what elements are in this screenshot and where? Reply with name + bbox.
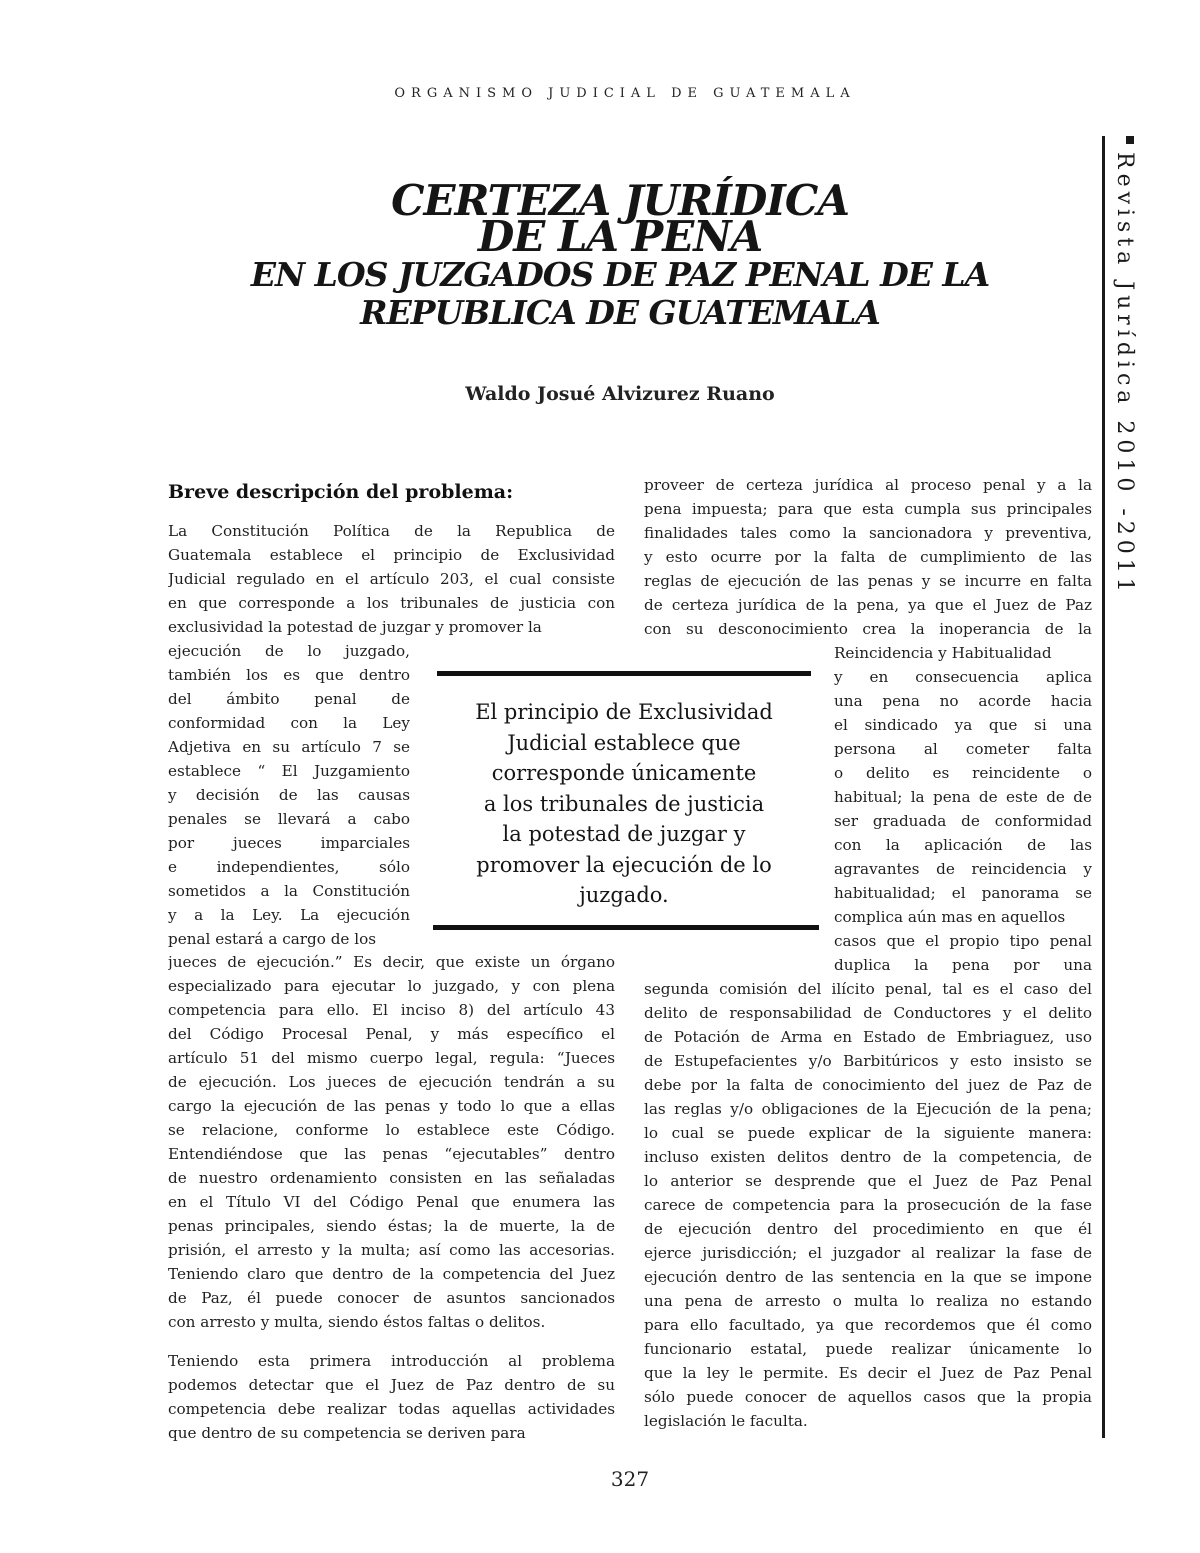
title-line-2: DE LA PENA (477, 212, 763, 261)
text-line: el sindicado ya que si una (834, 716, 1092, 734)
text-line: sólo puede conocer de aquellos casos que la propia (644, 1388, 1092, 1406)
text-line: legislación le faculta. (644, 1412, 808, 1430)
text-line: prisión, el arresto y la multa; así como las accesorias. (168, 1241, 615, 1259)
text-line: con la aplicación de las (834, 836, 1092, 854)
pull-quote-line: El principio de Exclusividad (475, 700, 773, 724)
text-line: para ello facultado, ya que recordemos que él como (644, 1316, 1092, 1334)
text-line: segunda comisión del ilícito penal, tal es el caso del (644, 980, 1092, 998)
text-line: también los es que dentro (168, 666, 410, 684)
text-line: funcionario estatal, puede realizar únicamente lo (644, 1340, 1092, 1358)
text-line: de Potación de Arma en Estado de Embriaguez, uso (644, 1028, 1092, 1046)
text-line: Judicial regulado en el artículo 203, el cual consiste (168, 570, 615, 588)
text-line: de certeza jurídica de la pena, ya que el Juez de Paz (644, 596, 1092, 614)
text-line: de nuestro ordenamiento consisten en las señaladas (168, 1169, 615, 1187)
text-line: podemos detectar que el Juez de Paz dentro de su (168, 1376, 615, 1394)
text-line: una pena no acorde hacia (834, 692, 1092, 710)
text-line: pena impuesta; para que esta cumpla sus principales (644, 500, 1092, 518)
text-line: del Código Procesal Penal, y más específico el (168, 1025, 615, 1043)
text-line: Guatemala establece el principio de Exclusividad (168, 546, 615, 564)
text-line: incluso existen delitos dentro de la competencia, de (644, 1148, 1092, 1166)
side-tab (1112, 136, 1156, 597)
text-line: finalidades tales como la sancionadora y preventiva, (644, 524, 1092, 542)
text-line: jueces de ejecución.” Es decir, que existe un órgano (168, 953, 615, 971)
pull-quote-top-rule (437, 671, 811, 676)
text-line: con arresto y multa, siendo éstos faltas o delitos. (168, 1313, 546, 1331)
article-title (160, 176, 1080, 332)
text-line: que dentro de su competencia se deriven para (168, 1424, 526, 1442)
text-line: ejerce jurisdicción; el juzgador al realizar la fase de (644, 1244, 1092, 1262)
text-line: ejecución de lo juzgado, (168, 642, 410, 660)
text-line: competencia debe realizar todas aquellas actividades (168, 1400, 615, 1418)
text-line: por jueces imparciales (168, 834, 410, 852)
text-line: Teniendo esta primera introducción al problema (168, 1352, 615, 1370)
text-line: La Constitución Política de la Republica de (168, 522, 615, 540)
text-line: habitual; la pena de este de de (834, 788, 1092, 806)
text-line: y en consecuencia aplica (834, 668, 1092, 686)
text-line: en que corresponde a los tribunales de justicia con (168, 594, 615, 612)
text-line: exclusividad la potestad de juzgar y promover la (168, 618, 542, 636)
pull-quote-line: Judicial establece que (507, 730, 741, 755)
text-line: proveer de certeza jurídica al proceso penal y a la (644, 476, 1092, 494)
text-line: persona al cometer falta (834, 740, 1092, 758)
text-line: ejecución dentro de las sentencia en la que se impone (644, 1268, 1092, 1286)
text-line: lo anterior se desprende que el Juez de Paz Penal (644, 1172, 1092, 1190)
text-line: o delito es reincidente o (834, 764, 1092, 782)
text-line: penas principales, siendo éstas; la de muerte, la de (168, 1217, 615, 1235)
text-line: debe por la falta de conocimiento del juez de Paz de (644, 1076, 1092, 1094)
text-line: casos que el propio tipo penal (834, 932, 1092, 950)
running-head: ORGANISMO JUDICIAL DE GUATEMALA (394, 86, 856, 101)
text-line: en el Título VI del Código Penal que enumera las (168, 1193, 615, 1211)
text-line: complica aún mas en aquellos (834, 908, 1066, 926)
text-line: y decisión de las causas (168, 786, 410, 804)
text-line: de Paz, él puede conocer de asuntos sancionados (168, 1289, 615, 1307)
text-line: duplica la pena por una (834, 956, 1092, 974)
text-line: Adjetiva en su artículo 7 se (168, 738, 410, 756)
text-line: Reincidencia y Habitualidad (834, 644, 1052, 662)
text-line: habitualidad; el panorama se (834, 884, 1092, 902)
author-name: Waldo Josué Alvizurez Ruano (465, 383, 775, 405)
text-line: e independientes, sólo (168, 858, 410, 876)
text-line: establece “ El Juzgamiento (168, 762, 410, 780)
text-line: sometidos a la Constitución (168, 882, 410, 900)
pull-quote-line: promover la ejecución de lo (476, 852, 772, 877)
text-line: con su desconocimiento crea la inoperancia de la (644, 620, 1092, 638)
side-rule (1102, 136, 1105, 1438)
pull-quote (444, 697, 804, 911)
text-line: reglas de ejecución de las penas y se incurre en falta (644, 572, 1092, 590)
pull-quote-line: a los tribunales de justicia (483, 791, 765, 816)
title-line-3: EN LOS JUZGADOS DE PAZ PENAL DE LA (250, 255, 990, 294)
text-line: de ejecución. Los jueces de ejecución tendrán a su (168, 1073, 615, 1091)
text-line: especializado para ejecutar lo juzgado, y con plena (168, 977, 615, 995)
text-line: delito de responsabilidad de Conductores y el delito (644, 1004, 1092, 1022)
title-line-4: REPUBLICA DE GUATEMALA (360, 293, 880, 332)
text-line: las reglas y/o obligaciones de la Ejecución de la pena; (644, 1100, 1092, 1118)
page-number: 327 (610, 1467, 650, 1491)
text-line: de ejecución dentro del procedimiento en que él (644, 1220, 1092, 1238)
text-line: Teniendo claro que dentro de la competencia del Juez (168, 1265, 615, 1283)
text-line: y a la Ley. La ejecución (168, 906, 410, 924)
text-line: de Estupefacientes y/o Barbitúricos y esto insisto se (644, 1052, 1092, 1070)
text-line: Entendiéndose que las penas “ejecutables” dentro (168, 1145, 615, 1163)
text-line: competencia para ello. El inciso 8) del artículo 43 (168, 1001, 615, 1019)
text-line: penales se llevará a cabo (168, 810, 410, 828)
text-line: penal estará a cargo de los (168, 930, 377, 948)
text-line: conformidad con la Ley (168, 714, 410, 732)
text-line: del ámbito penal de (168, 690, 410, 708)
pull-quote-bottom-rule (433, 925, 819, 930)
pull-quote-line: corresponde únicamente (491, 761, 757, 785)
text-line: cargo la ejecución de las penas y todo lo que a ellas (168, 1097, 615, 1115)
text-line: carece de competencia para la prosecución de la fase (644, 1196, 1092, 1214)
text-line: que la ley le permite. Es decir el Juez de Paz Penal (644, 1364, 1092, 1382)
side-tab-bullet (1126, 136, 1134, 144)
title-line-1: CERTEZA JURÍDICA (391, 176, 849, 225)
text-line: una pena de arresto o multa lo realiza no estando (644, 1292, 1092, 1310)
text-line: lo cual se puede explicar de la siguiente manera: (644, 1124, 1092, 1142)
side-tab-text: Revista Jurídica 2010 -2011 (1112, 152, 1137, 597)
text-line: artículo 51 del mismo cuerpo legal, regula: “Jueces (168, 1049, 615, 1067)
text-line: ser graduada de conformidad (834, 812, 1092, 830)
pull-quote-line: la potestad de juzgar y (502, 822, 746, 846)
section-heading: Breve descripción del problema: (168, 481, 514, 503)
text-line: agravantes de reincidencia y (834, 860, 1092, 878)
text-line: y esto ocurre por la falta de cumplimiento de las (644, 548, 1092, 566)
text-line: se relacione, conforme lo establece este Código. (168, 1121, 615, 1139)
pull-quote-line: juzgado. (579, 883, 669, 907)
